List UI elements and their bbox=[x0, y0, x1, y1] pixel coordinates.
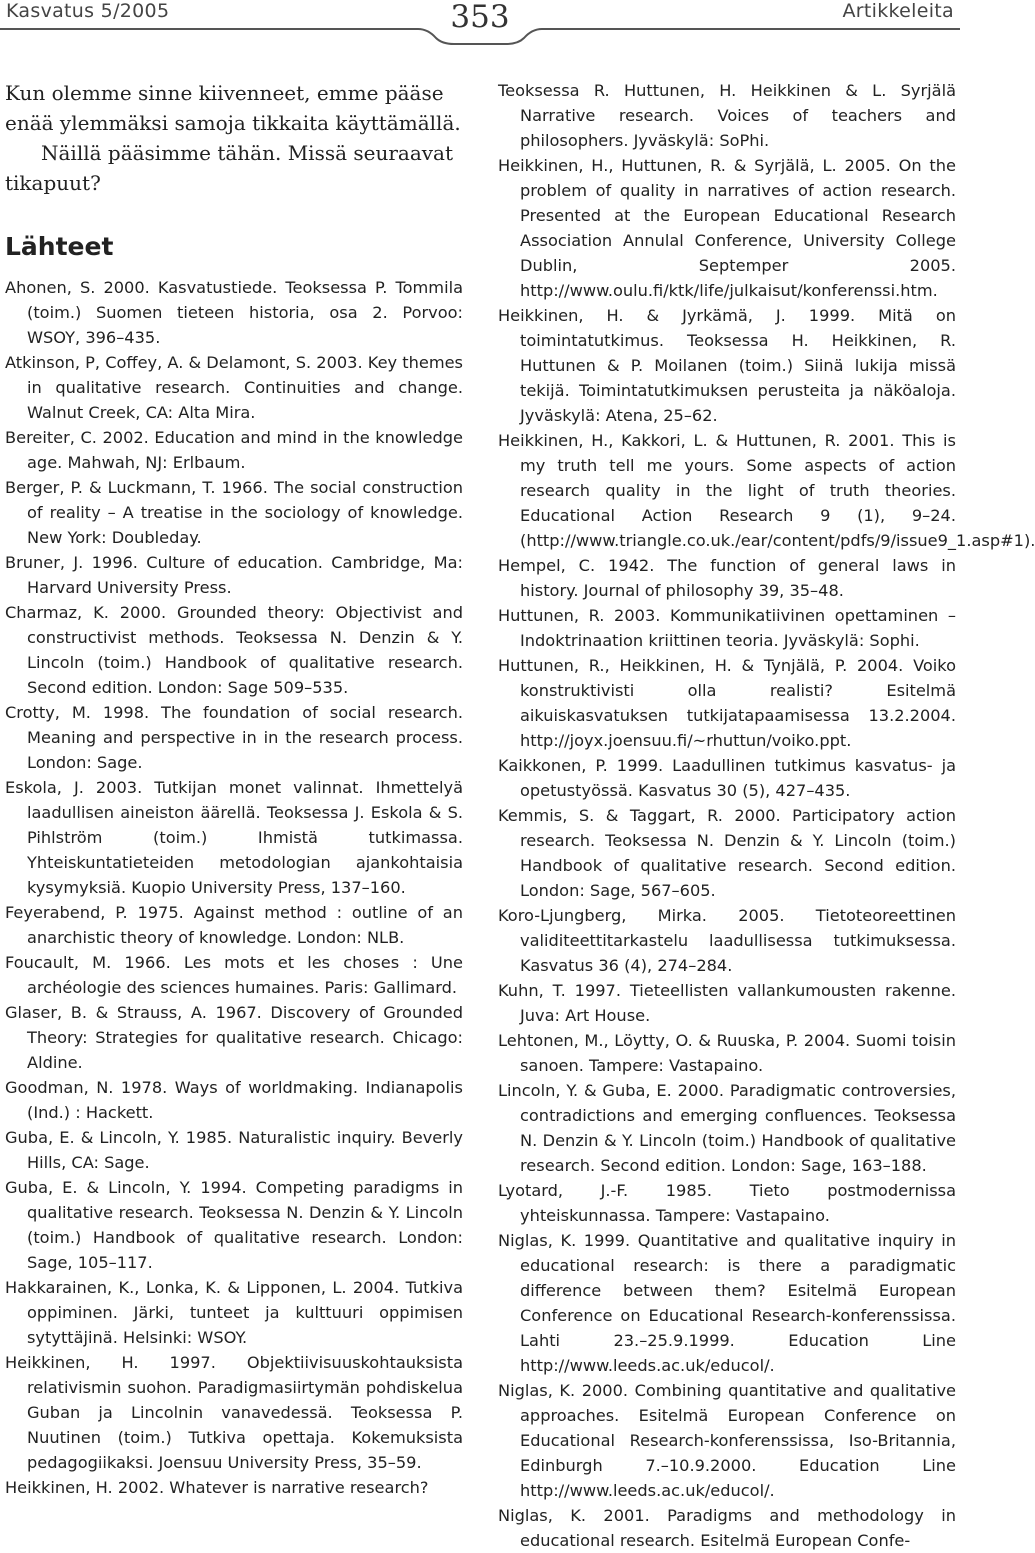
reference-entry: Feyerabend, P. 1975. Against method : outline of an anarchistic theory of knowledge. London: NLB. bbox=[5, 903, 463, 947]
reference-entry: Kuhn, T. 1997. Tieteellisten vallankumousten rakenne. Juva: Art House. bbox=[498, 981, 956, 1025]
header-rule-left bbox=[0, 28, 418, 30]
reference-entry: Ahonen, S. 2000. Kasvatustiede. Teoksessa P. Tommila (toim.) Suomen tieteen historia, osa 2. Porvoo: WSOY, 396–435. bbox=[5, 278, 463, 347]
page-number: 353 bbox=[398, 0, 562, 44]
reference-entry: Teoksessa R. Huttunen, H. Heikkinen & L. Syrjälä Narrative research. Voices of teachers and philosophers. Jyväskylä: SoPhi. bbox=[498, 81, 956, 150]
page-header bbox=[0, 0, 960, 44]
reference-entry: Crotty, M. 1998. The foundation of social research. Meaning and perspective in in the research process. London: Sage. bbox=[5, 703, 463, 772]
reference-entry: Glaser, B. & Strauss, A. 1967. Discovery of Grounded Theory: Strategies for qualitative research. Chicago: Aldine. bbox=[5, 1003, 463, 1072]
reference-entry: Bruner, J. 1996. Culture of education. Cambridge, Ma: Harvard University Press. bbox=[5, 553, 463, 597]
reference-entry: Kemmis, S. & Taggart, R. 2000. Participatory action research. Teoksessa N. Denzin & Y. Lincoln (toim.) Handbook of qualitative research. Second edition. London: Sage, 567–605. bbox=[498, 806, 956, 900]
reference-entry: Charmaz, K. 2000. Grounded theory: Objectivist and constructivist methods. Teoksessa N. Denzin & Y. Lincoln (toim.) Handbook of qualitative research. Second edition. London: Sage 509–535. bbox=[5, 603, 463, 697]
reference-entry: Foucault, M. 1966. Les mots et les choses : Une archéologie des sciences humaines. Paris: Gallimard. bbox=[5, 953, 463, 997]
reference-entry: Heikkinen, H. 2002. Whatever is narrative research? bbox=[5, 1478, 429, 1497]
closing-verse bbox=[5, 78, 463, 198]
reference-list-right bbox=[498, 78, 1035, 1553]
reference-entry: Heikkinen, H. & Jyrkämä, J. 1999. Mitä on toimintatutkimus. Teoksessa H. Heikkinen, R. Huttunen & P. Moilanen (toim.) Siinä lukija missä tekijä. Toimintatutkimuksen perusteita ja näköaloja. Jyväskylä: Atena, 25–62. bbox=[498, 306, 956, 425]
header-rule-right bbox=[542, 28, 960, 30]
references-heading: Lähteet bbox=[5, 232, 114, 261]
reference-entry: Niglas, K. 2001. Paradigms and methodology in educational research. Esitelmä European Confe- bbox=[498, 1506, 956, 1550]
reference-entry: Eskola, J. 2003. Tutkijan monet valinnat. Ihmettelyä laadullisen aineiston äärellä. Teoksessa J. Eskola & S. Pihlström (toim.) Ihmistä tutkimassa. Yhteiskuntatieteiden metodologian ajankohtaisia kysymyksiä. Kuopio University Press, 137–160. bbox=[5, 778, 463, 897]
verse-line: enää ylemmäksi samoja tikkaita käyttämällä. bbox=[5, 111, 461, 135]
reference-entry: Atkinson, P, Coffey, A. & Delamont, S. 2003. Key themes in qualitative research. Continuities and change. Walnut Creek, CA: Alta Mira. bbox=[5, 353, 463, 422]
reference-entry: Niglas, K. 1999. Quantitative and qualitative inquiry in educational research: is there a paradigmatic difference between them? Esitelmä European Conference on Educational Research-konferenssissa. Lahti 23.–25.9.1999. Education Line http://www.leeds.ac.uk/educol/. bbox=[498, 1231, 956, 1375]
reference-entry: Lehtonen, M., Löytty, O. & Ruuska, P. 2004. Suomi toisin sanoen. Tampere: Vastapaino. bbox=[498, 1031, 956, 1075]
left-column bbox=[5, 78, 463, 1500]
reference-entry: Koro-Ljungberg, Mirka. 2005. Tietoteoreettinen validiteettitarkastelu laadullisessa tutkimuksessa. Kasvatus 36 (4), 274–284. bbox=[498, 906, 956, 975]
reference-entry: Huttunen, R. 2003. Kommunikatiivinen opettaminen – Indoktrinaation kriittinen teoria. Jyväskylä: Sophi. bbox=[498, 606, 956, 650]
reference-entry: Heikkinen, H., Kakkori, L. & Huttunen, R. 2001. This is my truth tell me yours. Some aspects of action research quality in the light of truth theories. Educational Action Research 9 (1), 9–24. (http://www.triangle.co.uk./ear/content/pdfs/9/issue9_1.asp#1). bbox=[498, 431, 1035, 550]
reference-entry: Hakkarainen, K., Lonka, K. & Lipponen, L. 2004. Tutkiva oppiminen. Järki, tunteet ja kulttuuri oppimisen sytyttäjinä. Helsinki: WSOY. bbox=[5, 1278, 463, 1347]
reference-entry: Lyotard, J.-F. 1985. Tieto postmodernissa yhteiskunnassa. Tampere: Vastapaino. bbox=[498, 1181, 956, 1225]
reference-entry: Heikkinen, H., Huttunen, R. & Syrjälä, L. 2005. On the problem of quality in narratives of action research. Presented at the European Educational Research Association Annulal Conference, University College Dublin, Septemper 2005. http://www.oulu.fi/ktk/life/julkaisut/konferenssi.htm. bbox=[498, 156, 956, 300]
verse-line: Kun olemme sinne kiivenneet, emme pääse bbox=[5, 81, 444, 105]
reference-entry: Heikkinen, H. 1997. Objektiivisuuskohtauksista relativismin suohon. Paradigmasiirtymän pohdiskelua Guban ja Lincolnin vanavedessä. Teoksessa P. Nuutinen (toim.) Tutkiva opettaja. Kokemuksista pedagogiikaksi. Joensuu University Press, 35–59. bbox=[5, 1353, 463, 1472]
reference-entry: Goodman, N. 1978. Ways of worldmaking. Indianapolis (Ind.) : Hackett. bbox=[5, 1078, 463, 1122]
reference-entry: Kaikkonen, P. 1999. Laadullinen tutkimus kasvatus- ja opetustyössä. Kasvatus 30 (5), 427–435. bbox=[498, 756, 956, 800]
verse-line: Näillä pääsimme tähän. Missä seuraavat bbox=[41, 141, 454, 165]
right-column bbox=[498, 78, 1035, 1553]
reference-entry: Lincoln, Y. & Guba, E. 2000. Paradigmatic controversies, contradictions and emerging confluences. Teoksessa N. Denzin & Y. Lincoln (toim.) Handbook of qualitative research. Second edition. London: Sage, 163–188. bbox=[498, 1081, 956, 1175]
reference-entry: Hempel, C. 1942. The function of general laws in history. Journal of philosophy 39, 35–48. bbox=[498, 556, 956, 600]
reference-list-left bbox=[5, 275, 463, 1500]
section-name: Artikkeleita bbox=[842, 0, 954, 22]
reference-entry: Guba, E. & Lincoln, Y. 1994. Competing paradigms in qualitative research. Teoksessa N. Denzin & Y. Lincoln (toim.) Handbook of qualitative research. London: Sage, 105–117. bbox=[5, 1178, 463, 1272]
reference-entry: Bereiter, C. 2002. Education and mind in the knowledge age. Mahwah, NJ: Erlbaum. bbox=[5, 428, 463, 472]
journal-issue: Kasvatus 5/2005 bbox=[6, 0, 170, 22]
verse-line: tikapuut? bbox=[5, 171, 101, 195]
reference-entry: Huttunen, R., Heikkinen, H. & Tynjälä, P. 2004. Voiko konstruktivisti olla realisti? Esitelmä aikuiskasvatuksen tutkijatapaamisessa 13.2.2004. http://joyx.joensuu.fi/~rhuttun/voiko.ppt. bbox=[498, 656, 956, 750]
reference-entry: Guba, E. & Lincoln, Y. 1985. Naturalistic inquiry. Beverly Hills, CA: Sage. bbox=[5, 1128, 463, 1172]
reference-entry: Berger, P. & Luckmann, T. 1966. The social construction of reality – A treatise in the sociology of knowledge. New York: Doubleday. bbox=[5, 478, 463, 547]
reference-entry: Niglas, K. 2000. Combining quantitative and qualitative approaches. Esitelmä European Conference on Educational Research-konferenssissa, Iso-Britannia, Edinburgh 7.–10.9.2000. Education Line http://www.leeds.ac.uk/educol/. bbox=[498, 1381, 956, 1500]
